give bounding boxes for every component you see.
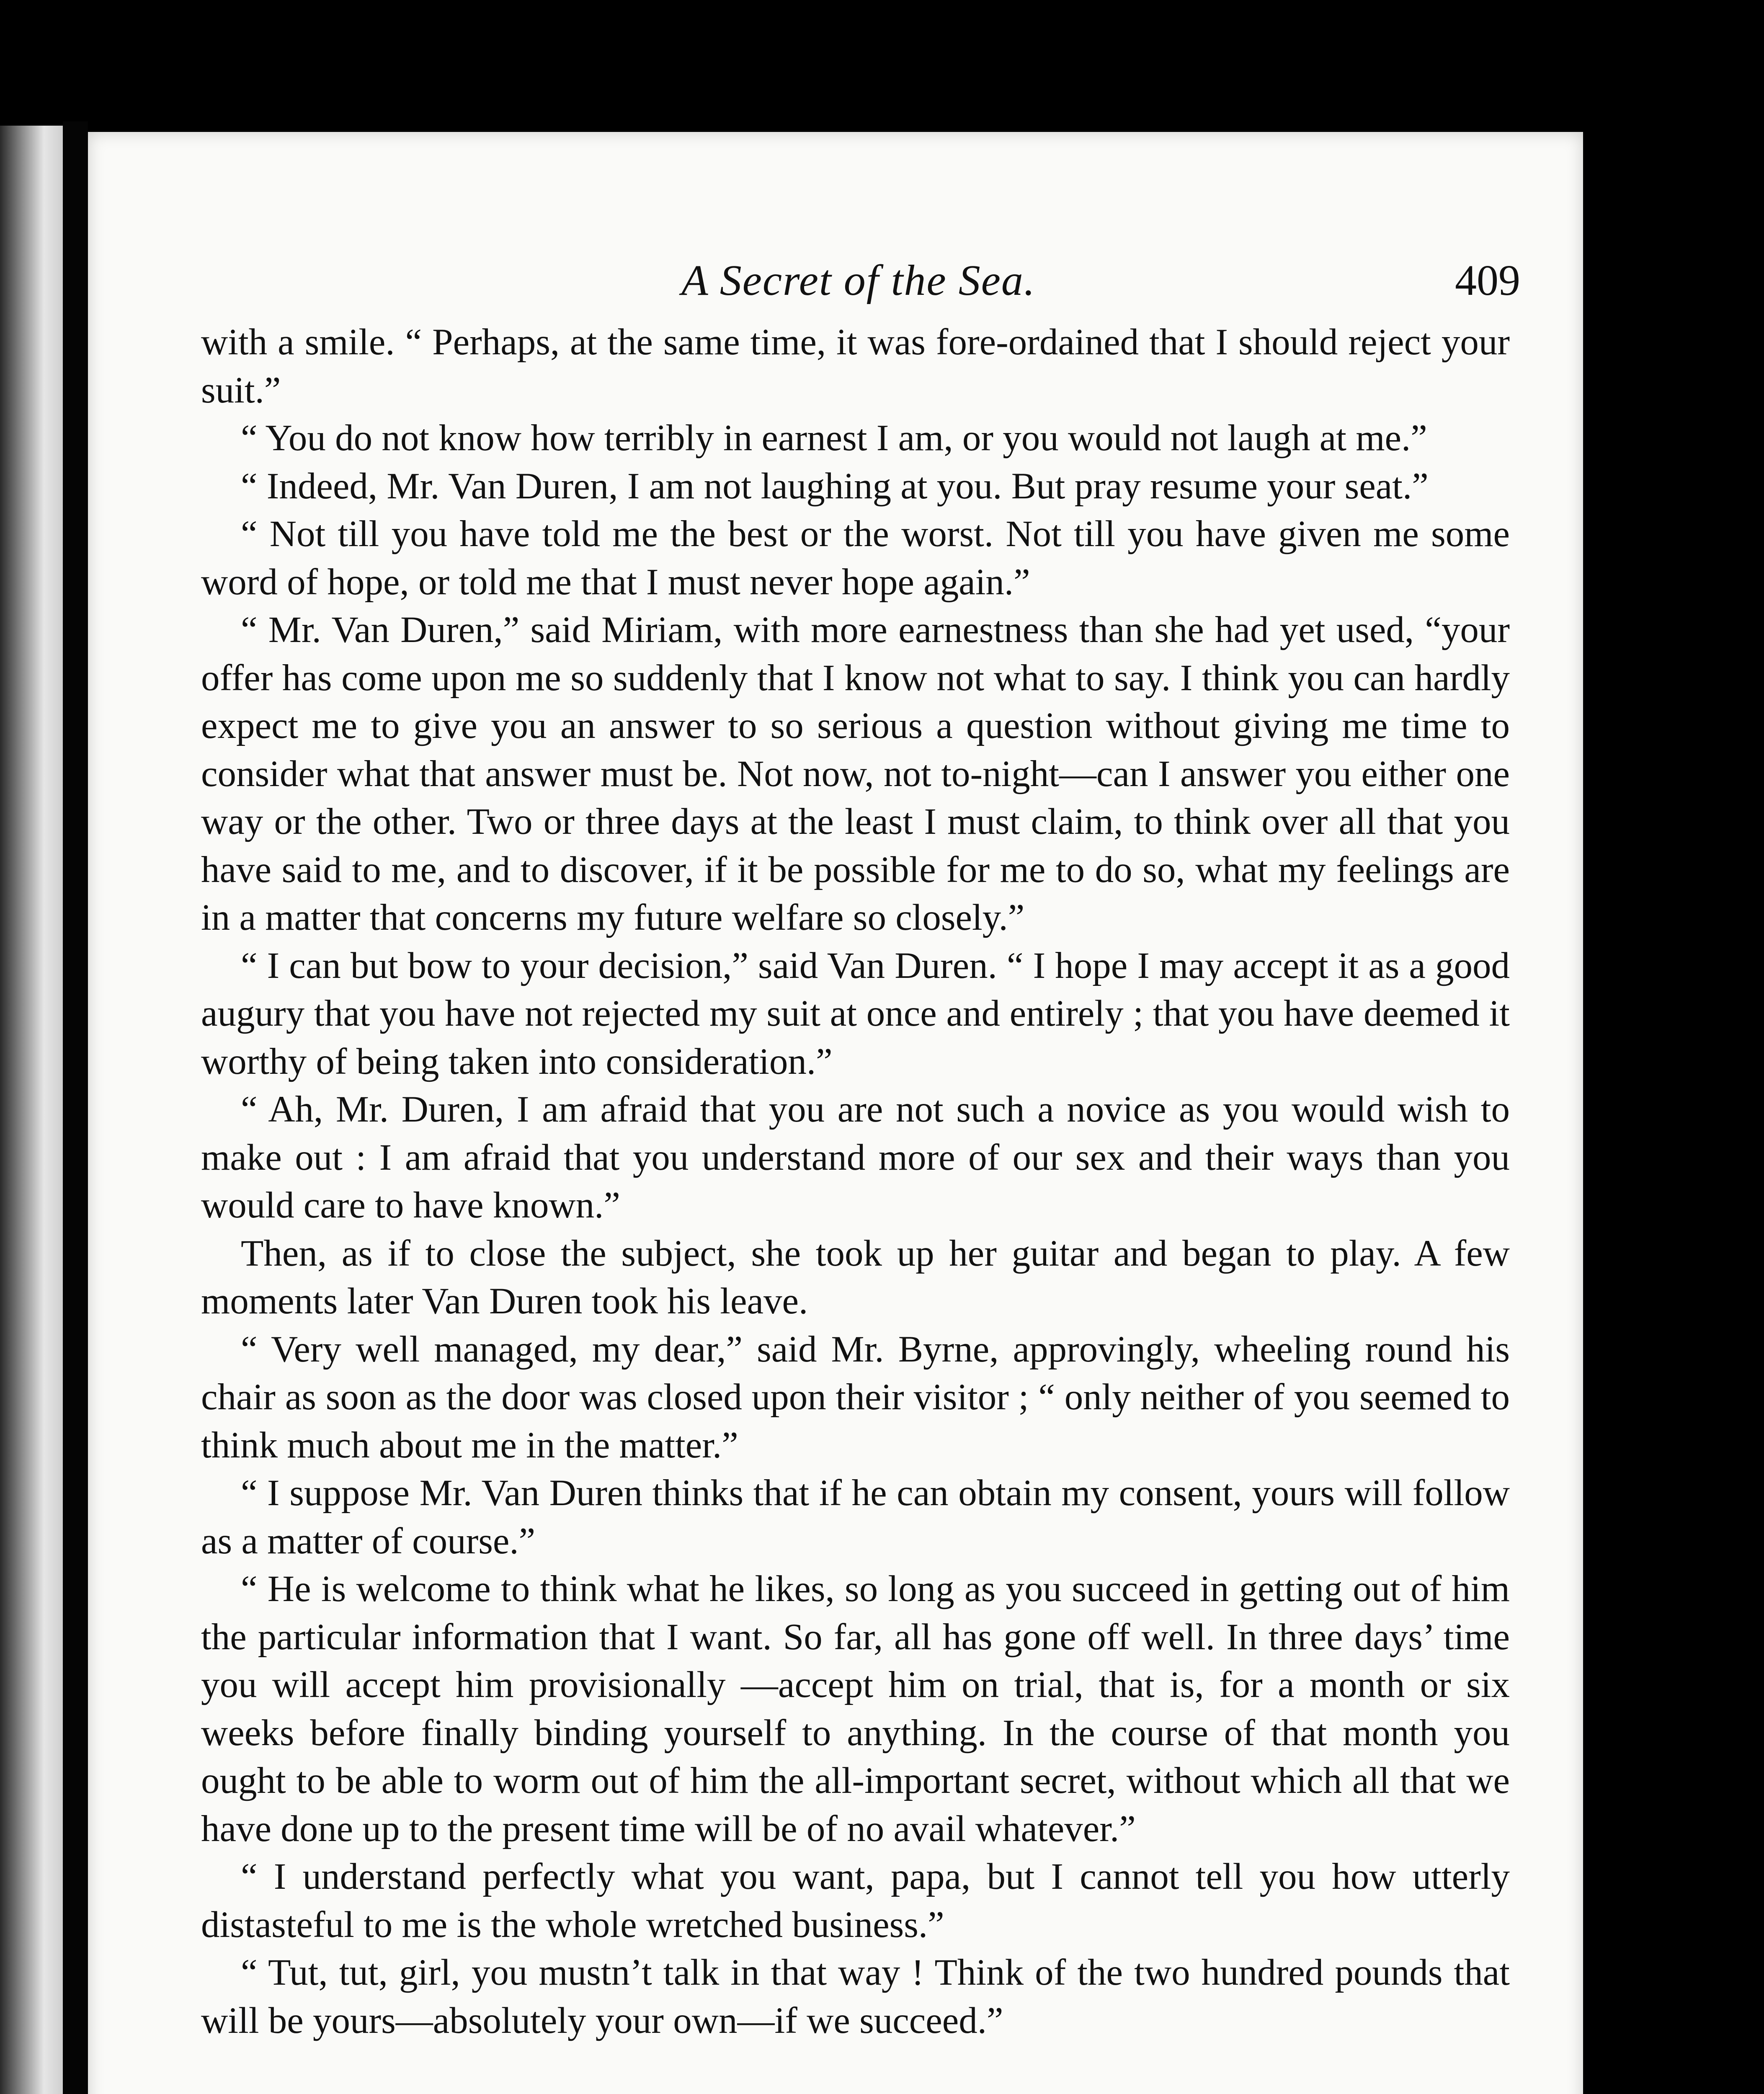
book-page bbox=[88, 132, 1583, 2094]
body-text bbox=[201, 318, 1510, 2045]
paragraph: “ He is welcome to think what he likes, so long as you succeed in getting out of him the particular information that I want. So far, all has gone off well. In three days’ time you will accept him provisionally —accept him on trial, that is, for a month or six weeks before finally binding yourself to anything. In the course of that month you ought to be able to worm out of him the all-important secret, without which all that we have done up to the present time will be of no avail whatever.” bbox=[201, 1568, 1510, 1849]
paragraph: “ I understand perfectly what you want, papa, but I cannot tell you how utterly distasteful to me is the whole wretched business.” bbox=[201, 1856, 1510, 1945]
paragraph: “ Tut, tut, girl, you mustn’t talk in that way ! Think of the two hundred pounds that will be yours—absolutely your own—if we succeed.” bbox=[201, 1952, 1510, 2041]
book-gutter bbox=[63, 121, 88, 2094]
paragraph: with a smile. “ Perhaps, at the same time, it was fore-ordained that I should reject your suit.” bbox=[201, 322, 1510, 411]
paragraph: “ Very well managed, my dear,” said Mr. Byrne, approvingly, wheeling round his chair as soon as the door was closed upon their visitor ; “ only neither of you seemed to think much about me in the matter.” bbox=[201, 1328, 1510, 1466]
paragraph: “ You do not know how terribly in earnest I am, or you would not laugh at me.” bbox=[241, 418, 1427, 459]
page-number: 409 bbox=[1455, 256, 1520, 304]
facing-page-edge bbox=[0, 126, 63, 2094]
paragraph: “ I suppose Mr. Van Duren thinks that if he can obtain my consent, yours will follow as a matter of course.” bbox=[201, 1473, 1510, 1562]
paragraph: “ Ah, Mr. Duren, I am afraid that you are not such a novice as you would wish to make out : I am afraid that you understand more of our sex and their ways than you would care to have known.” bbox=[201, 1089, 1510, 1226]
paragraph: “ Not till you have told me the best or the worst. Not till you have given me some word of hope, or told me that I must never hope again.” bbox=[201, 513, 1510, 603]
running-title: A Secret of the Sea. bbox=[681, 256, 1036, 304]
paragraph: “ Mr. Van Duren,” said Miriam, with more earnestness than she had yet used, “your offer has come upon me so suddenly that I know not what to say. I think you can hardly expect me to give you an answer to so serious a question without giving me time to consider what that answer must be. Not now, not to-night—can I answer you either one way or the other. Two or three days at the least I must claim, to think over all that you have said to me, and to discover, if it be possible for me to do so, what my feelings are in a matter that concerns my future welfare so closely.” bbox=[201, 609, 1510, 938]
page-header bbox=[197, 251, 1520, 314]
paragraph: Then, as if to close the subject, she took up her guitar and began to play. A few moments later Van Duren took his leave. bbox=[201, 1233, 1510, 1322]
paragraph: “ I can but bow to your decision,” said Van Duren. “ I hope I may accept it as a good augury that you have not rejected my suit at once and entirely ; that you have deemed it worthy of being taken into consideration.” bbox=[201, 945, 1510, 1082]
paragraph: “ Indeed, Mr. Van Duren, I am not laughing at you. But pray resume your seat.” bbox=[241, 465, 1429, 507]
